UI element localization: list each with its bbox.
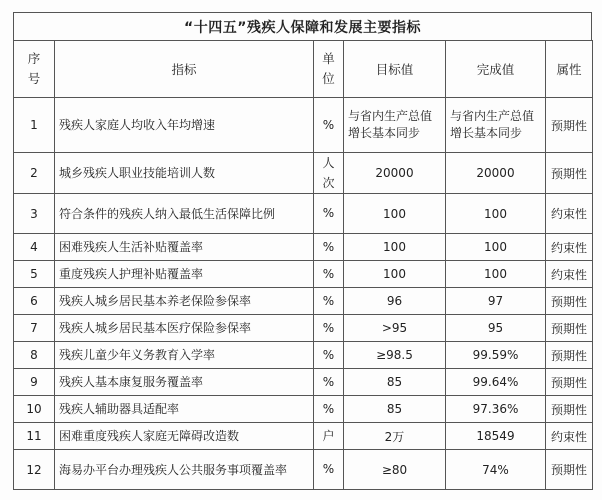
table-row: [14, 450, 593, 490]
table-body: [14, 98, 593, 490]
table-row: [14, 234, 593, 261]
row-actual: 95: [446, 315, 546, 342]
row-indicator: 残疾人家庭人均收入年均增速: [55, 98, 314, 153]
row-actual: 20000: [446, 153, 546, 194]
row-no: 2: [14, 153, 55, 194]
row-attribute: 约束性: [546, 423, 593, 450]
indicators-table: [13, 40, 593, 490]
row-no: 4: [14, 234, 55, 261]
row-unit: %: [314, 234, 344, 261]
table-title: “十四五”残疾人保障和发展主要指标: [184, 19, 421, 36]
table-row: [14, 261, 593, 288]
row-attribute: 约束性: [546, 234, 593, 261]
table-row: [14, 288, 593, 315]
row-actual: 74%: [446, 450, 546, 490]
row-indicator: 海易办平台办理残疾人公共服务事项覆盖率: [55, 450, 314, 490]
row-indicator: 困难残疾人生活补贴覆盖率: [55, 234, 314, 261]
row-indicator: 城乡残疾人职业技能培训人数: [55, 153, 314, 194]
row-target: ≥98.5: [344, 342, 446, 369]
row-attribute: 预期性: [546, 396, 593, 423]
row-attribute: 预期性: [546, 153, 593, 194]
row-no: 10: [14, 396, 55, 423]
row-target: 与省内生产总值增长基本同步: [344, 98, 446, 153]
row-actual: 100: [446, 234, 546, 261]
row-target: 96: [344, 288, 446, 315]
row-attribute: 约束性: [546, 194, 593, 234]
row-unit: %: [314, 450, 344, 490]
row-no: 11: [14, 423, 55, 450]
row-unit: %: [314, 342, 344, 369]
row-target: 100: [344, 234, 446, 261]
table-row: [14, 342, 593, 369]
row-unit: %: [314, 396, 344, 423]
row-attribute: 预期性: [546, 369, 593, 396]
row-attribute: 预期性: [546, 342, 593, 369]
row-no: 1: [14, 98, 55, 153]
header-attribute: 属性: [546, 41, 593, 98]
row-indicator: 残疾人城乡居民基本医疗保险参保率: [55, 315, 314, 342]
row-indicator: 残疾人基本康复服务覆盖率: [55, 369, 314, 396]
row-target: 100: [344, 194, 446, 234]
row-no: 9: [14, 369, 55, 396]
row-indicator: 困难重度残疾人家庭无障碍改造数: [55, 423, 314, 450]
row-actual: 与省内生产总值增长基本同步: [446, 98, 546, 153]
row-unit: %: [314, 261, 344, 288]
row-target: 100: [344, 261, 446, 288]
header-target: 目标值: [344, 41, 446, 98]
row-no: 8: [14, 342, 55, 369]
row-no: 12: [14, 450, 55, 490]
row-unit: %: [314, 369, 344, 396]
row-actual: 100: [446, 194, 546, 234]
row-target: ≥80: [344, 450, 446, 490]
row-no: 7: [14, 315, 55, 342]
row-indicator: 残疾儿童少年义务教育入学率: [55, 342, 314, 369]
row-unit: 人次: [314, 153, 344, 194]
table-row: [14, 98, 593, 153]
table-row: [14, 423, 593, 450]
row-target: 20000: [344, 153, 446, 194]
row-unit: %: [314, 98, 344, 153]
row-no: 3: [14, 194, 55, 234]
row-target: 2万: [344, 423, 446, 450]
table-row: [14, 369, 593, 396]
row-unit: %: [314, 315, 344, 342]
row-target: 85: [344, 396, 446, 423]
row-target: >95: [344, 315, 446, 342]
row-unit: %: [314, 288, 344, 315]
table-row: [14, 396, 593, 423]
row-attribute: 约束性: [546, 261, 593, 288]
table-title-row: [13, 12, 592, 40]
row-unit: %: [314, 194, 344, 234]
row-indicator: 残疾人城乡居民基本养老保险参保率: [55, 288, 314, 315]
row-attribute: 预期性: [546, 288, 593, 315]
table-row: [14, 315, 593, 342]
row-actual: 97: [446, 288, 546, 315]
row-indicator: 符合条件的残疾人纳入最低生活保障比例: [55, 194, 314, 234]
row-indicator: 残疾人辅助器具适配率: [55, 396, 314, 423]
row-actual: 18549: [446, 423, 546, 450]
table-row: [14, 194, 593, 234]
header-no: 序号: [14, 41, 55, 98]
row-actual: 97.36%: [446, 396, 546, 423]
row-indicator: 重度残疾人护理补贴覆盖率: [55, 261, 314, 288]
row-attribute: 预期性: [546, 315, 593, 342]
row-attribute: 预期性: [546, 450, 593, 490]
row-actual: 100: [446, 261, 546, 288]
row-no: 5: [14, 261, 55, 288]
header-row: [14, 41, 593, 98]
table-row: [14, 153, 593, 194]
table-header: [14, 41, 593, 98]
header-unit: 单位: [314, 41, 344, 98]
row-attribute: 预期性: [546, 98, 593, 153]
header-indicator: 指标: [55, 41, 314, 98]
row-unit: 户: [314, 423, 344, 450]
header-actual: 完成值: [446, 41, 546, 98]
row-actual: 99.59%: [446, 342, 546, 369]
row-no: 6: [14, 288, 55, 315]
row-actual: 99.64%: [446, 369, 546, 396]
row-target: 85: [344, 369, 446, 396]
